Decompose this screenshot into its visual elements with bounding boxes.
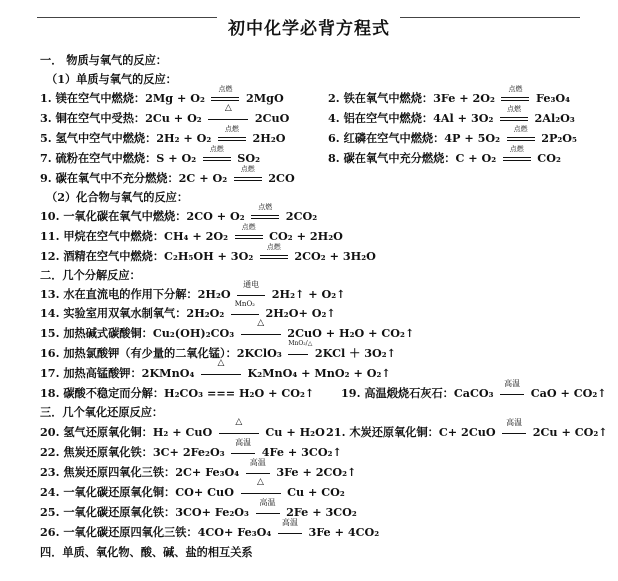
equation-14: 14. 实验室用双氧水制氧气：2H₂O₂ MnO₂ 2H₂O+ O₂↑	[40, 300, 336, 320]
condition-ignite: 点燃	[211, 91, 239, 107]
equation-13: 13. 水在直流电的作用下分解：2H₂O 通电 2H₂↑ + O₂↑	[40, 280, 346, 301]
equation-11: 11. 甲烷在空气中燃烧：CH₄ + 2O₂ 点燃 CO₂ + 2H₂O	[40, 223, 343, 243]
equation-16: 16. 加热氯酸钾（有少量的二氧化锰）：2KClO₃ MnO₂/△ 2KCl ＋ 3O₂↑	[40, 340, 397, 360]
condition-heat: △	[219, 425, 259, 441]
condition-ignite: 点燃	[234, 171, 262, 187]
condition-heat: △	[208, 111, 248, 127]
equation-10: 10. 一氧化碳在氧气中燃烧：2CO + O₂ 点燃 2CO₂	[40, 203, 318, 223]
equation-26: 26. 一氧化碳还原四氧化三铁：4CO+ Fe₃O₄ 高温 3Fe + 4CO₂	[40, 518, 380, 539]
condition-heat: △	[201, 366, 241, 382]
equation-19: 19. 高温煅烧石灰石：CaCO₃ 高温 CaO + CO₂↑	[341, 379, 607, 400]
condition-high-temp: 高温	[278, 525, 302, 541]
equation-18: 18. 碳酸不稳定而分解：H₂CO₃ === H₂O + CO₂↑	[40, 386, 315, 400]
equation-21: 21. 木炭还原氧化铜：C+ 2CuO 高温 2Cu + CO₂↑	[326, 418, 608, 439]
equation-5: 5. 氢气中空气中燃烧：2H₂ + O₂ 点燃 2H₂O	[40, 125, 286, 145]
condition-high-temp: 高温	[500, 386, 524, 402]
condition-ignite: 点燃	[500, 111, 528, 127]
condition-electric: 通电	[237, 287, 265, 303]
condition-ignite: 点燃	[251, 209, 279, 225]
condition-ignite: 点燃	[503, 151, 531, 167]
equation-24: 24. 一氧化碳还原氧化铜：CO+ CuO △ Cu + CO₂	[40, 477, 345, 499]
section-1-heading: 一． 物质与氧气的反应：	[40, 53, 167, 67]
equation-12: 12. 酒精在空气中燃烧：C₂H₅OH + 3O₂ 点燃 2CO₂ + 3H₂O	[40, 243, 376, 263]
condition-high-temp: 高温	[246, 465, 270, 481]
condition-ignite: 点燃	[260, 249, 288, 265]
section-3-heading: 三．几个氧化还原反应：	[40, 405, 164, 419]
condition-ignite: 点燃	[203, 151, 231, 167]
condition-ignite: 点燃	[501, 91, 529, 107]
condition-high-temp: 高温	[502, 425, 526, 441]
equation-8: 8. 碳在氧气中充分燃烧：C + O₂ 点燃 CO₂	[328, 145, 561, 165]
condition-ignite: 点燃	[218, 131, 246, 147]
condition-mno2: MnO₂	[231, 306, 259, 322]
page-title: 初中化学必背方程式	[228, 19, 390, 39]
equation-17: 17. 加热高锰酸钾：2KMnO₄ △ K₂MnO₄ + MnO₂ + O₂↑	[40, 358, 391, 380]
condition-heat: △	[241, 326, 281, 342]
section-4-heading: 四．单质、氧化物、酸、碱、盐的相互关系	[40, 545, 253, 559]
equation-6: 6. 红磷在空气中燃烧：4P + 5O₂ 点燃 2P₂O₅	[328, 125, 577, 145]
condition-mno2-heat: MnO₂/△	[288, 346, 308, 362]
condition-high-temp: 高温	[256, 505, 280, 521]
equation-20: 20. 氢气还原氧化铜：H₂ + CuO △ Cu + H₂O	[40, 417, 325, 439]
equation-22: 22. 焦炭还原氧化铁：3C+ 2Fe₂O₃ 高温 4Fe + 3CO₂↑	[40, 438, 342, 459]
equation-7: 7. 硫粉在空气中燃烧：S + O₂ 点燃 SO₂	[40, 145, 261, 165]
equation-1: 1. 镁在空气中燃烧：2Mg + O₂ 点燃 2MgO	[40, 85, 284, 105]
equation-9: 9. 碳在氧气中不充分燃烧：2C + O₂ 点燃 2CO	[40, 165, 295, 185]
equation-4: 4. 铝在空气中燃烧：4Al + 3O₂ 点燃 2Al₂O₃	[328, 105, 575, 125]
section-2-heading: 二．几个分解反应：	[40, 268, 141, 282]
equation-2: 2. 铁在氧气中燃烧：3Fe + 2O₂ 点燃 Fe₃O₄	[328, 85, 571, 105]
equation-3: 3. 铜在空气中受热：2Cu + O₂ △ 2CuO	[40, 103, 290, 125]
section-1b-heading: （2）化合物与氧气的反应：	[46, 190, 189, 204]
condition-ignite: 点燃	[235, 229, 263, 245]
condition-ignite: 点燃	[507, 131, 535, 147]
section-1a-heading: （1）单质与氧气的反应：	[46, 72, 177, 86]
condition-heat: △	[241, 485, 281, 501]
equation-15: 15. 加热碱式碳酸铜：Cu₂(OH)₂CO₃ △ 2CuO + H₂O + CO₂↑	[40, 318, 415, 340]
condition-high-temp: 高温	[231, 445, 255, 461]
equation-23: 23. 焦炭还原四氧化三铁：2C+ Fe₃O₄ 高温 3Fe + 2CO₂↑	[40, 458, 357, 479]
equation-25: 25. 一氧化碳还原氧化铁：3CO+ Fe₂O₃ 高温 2Fe + 3CO₂	[40, 498, 357, 519]
